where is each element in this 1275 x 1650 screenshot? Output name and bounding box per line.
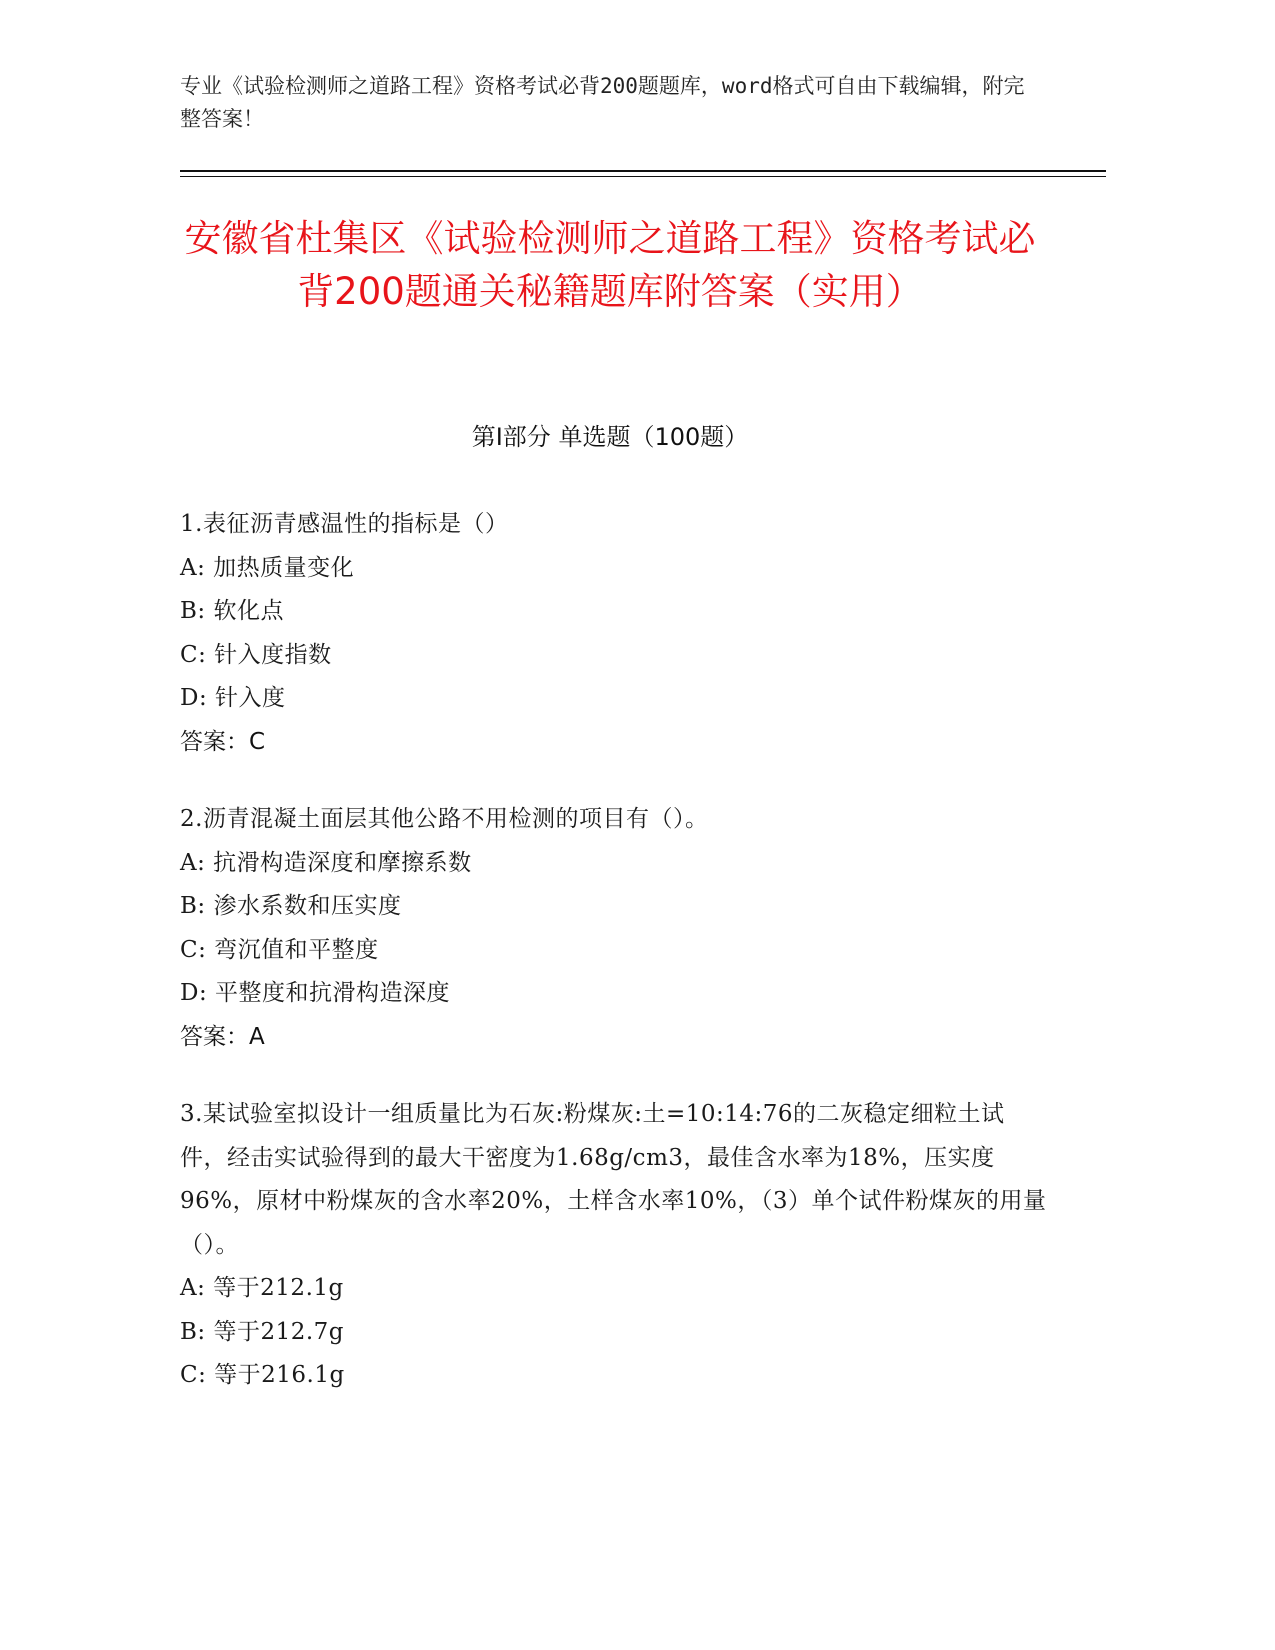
question-2	[180, 798, 1050, 1059]
question-2-option-d: D: 平整度和抗滑构造深度	[180, 980, 451, 1006]
question-3-option-a: A: 等于212.1g	[180, 1275, 344, 1301]
question-1-text: 1.表征沥青感温性的指标是（）	[180, 511, 509, 537]
question-2-option-b: B: 渗水系数和压实度	[180, 893, 402, 919]
document-title: 安徽省杜集区《试验检测师之道路工程》资格考试必背200题通关秘籍题库附答案（实用）	[184, 217, 1036, 313]
question-2-answer: 答案：A	[180, 1023, 265, 1050]
question-2-text: 2.沥青混凝土面层其他公路不用检测的项目有（）。	[180, 806, 709, 832]
question-1	[180, 503, 1050, 764]
header-note: 专业《试验检测师之道路工程》资格考试必背200题题库，word格式可自由下载编辑，附完整答案！	[180, 74, 1025, 131]
header-divider-thick	[180, 170, 1106, 172]
question-2-option-c: C: 弯沉值和平整度	[180, 936, 379, 963]
question-1-option-c: C: 针入度指数	[180, 641, 332, 668]
question-3-text: 3.某试验室拟设计一组质量比为石灰:粉煤灰:土=10:14:76的二灰稳定细粒土试件，经击实试验得到的最大干密度为1.68g/cm3，最佳含水率为18%，压实度96%，原材中粉煤灰的含水率20%，土样含水率10%，（3）单个试件粉煤灰的用量（）。	[180, 1101, 1047, 1258]
question-2-option-a: A: 抗滑构造深度和摩擦系数	[180, 849, 472, 876]
question-3-option-c: C: 等于216.1g	[180, 1362, 345, 1388]
question-1-option-d: D: 针入度	[180, 685, 286, 711]
question-3	[180, 1093, 1050, 1398]
header-divider-thin	[180, 176, 1106, 177]
question-1-option-b: B: 软化点	[180, 598, 284, 624]
question-1-answer: 答案：C	[180, 728, 266, 755]
question-3-option-b: B: 等于212.7g	[180, 1318, 345, 1345]
question-1-option-a: A: 加热质量变化	[180, 554, 355, 581]
section-title: 第Ⅰ部分 单选题（100题）	[471, 423, 749, 451]
question-list	[180, 503, 1050, 1432]
